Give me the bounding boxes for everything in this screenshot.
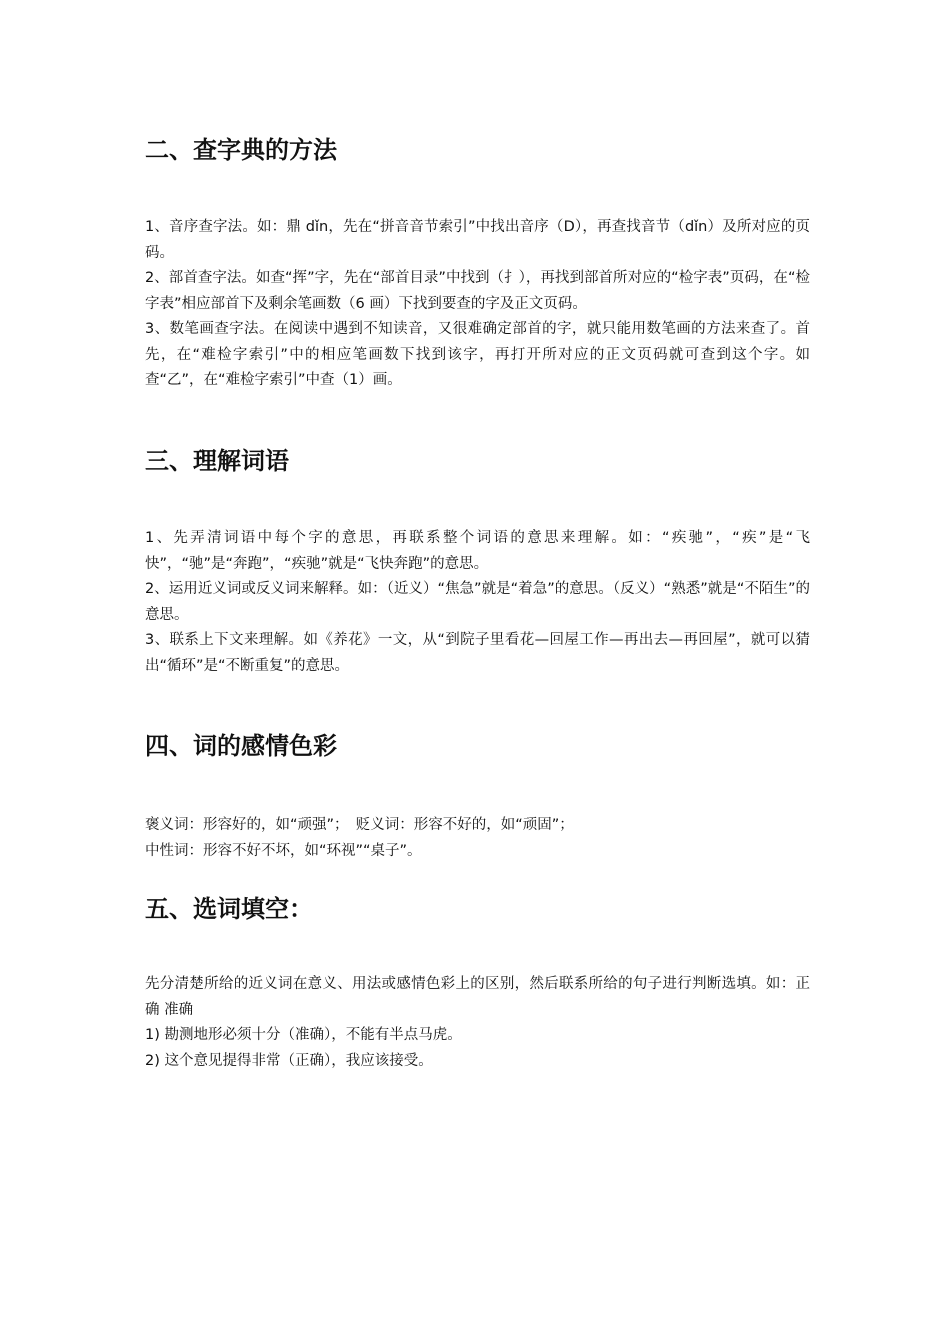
section-title-dictionary: 二、查字典的方法 [145,136,337,164]
paragraph: 先分清楚所给的近义词在意义、用法或感情色彩上的区别，然后联系所给的句子进行判断选填。如：正确 准确 [145,976,810,1018]
section-body-dictionary [145,215,810,394]
paragraph: 1、音序查字法。如：鼎 dǐn，先在“拼音音节索引”中找出音序（D），再查找音节（dǐn）及所对应的页码。 [145,219,810,261]
paragraph: 3、数笔画查字法。在阅读中遇到不知读音，又很难确定部首的字，就只能用数笔画的方法来查了。首先，在“难检字索引”中的相应笔画数下找到该字，再打开所对应的正文页码就可查到这个字。如查“乙”，在“难检字索引”中查（1）画。 [145,321,810,388]
section-body-words [145,526,810,679]
section-title-emotion: 四、词的感情色彩 [145,732,337,760]
section-body-fill-in [145,972,810,1074]
paragraph: 2、部首查字法。如查“挥”字，先在“部首目录”中找到（扌），再找到部首所对应的“检字表”页码，在“检字表”相应部首下及剩余笔画数（6 画）下找到要查的字及正文页码。 [145,270,810,312]
paragraph: 3、联系上下文来理解。如《养花》一文，从“到院子里看花—回屋工作—再出去—再回屋”，就可以猜出“循环”是“不断重复”的意思。 [145,632,810,674]
section-title-words: 三、理解词语 [145,447,289,475]
paragraph: 2) 这个意见提得非常（正确），我应该接受。 [145,1052,433,1069]
section-body-emotion [145,813,810,864]
paragraph: 中性词：形容不好不坏，如“环视”“桌子”。 [145,842,422,859]
paragraph: 1、先弄清词语中每个字的意思，再联系整个词语的意思来理解。如：“疾驰”，“疾”是“飞快”，“驰”是“奔跑”，“疾驰”就是“飞快奔跑”的意思。 [145,530,810,572]
section-title-fill-in: 五、选词填空： [145,895,313,923]
paragraph: 褒义词：形容好的，如“顽强”； 贬义词：形容不好的，如“顽固”； [145,817,574,833]
paragraph: 2、运用近义词或反义词来解释。如：（近义）“焦急”就是“着急”的意思。（反义）“熟悉”就是“不陌生”的意思。 [145,581,810,623]
paragraph: 1) 勘测地形必须十分（准确），不能有半点马虎。 [145,1027,462,1043]
